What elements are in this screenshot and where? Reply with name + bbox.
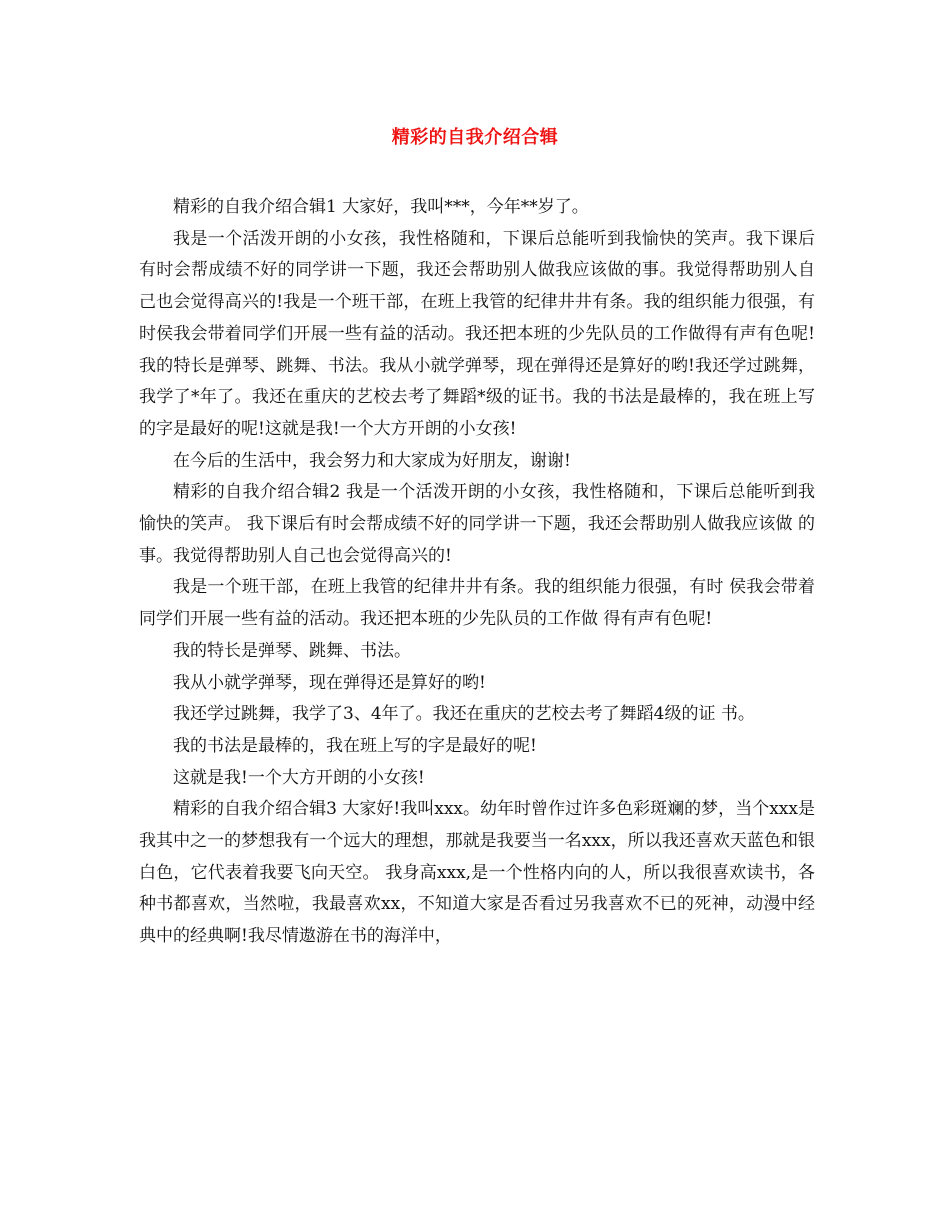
- document-body: [139, 192, 815, 953]
- document-title: 精彩的自我介绍合辑: [391, 127, 559, 148]
- paragraph: 我还学过跳舞，我学了3、4年了。我还在重庆的艺校去考了舞蹈4级的证 书。: [173, 704, 755, 725]
- paragraph: 精彩的自我介绍合辑2 我是一个活泼开朗的小女孩，我性格随和，下课后总能听到我愉快的笑声。 我下课后有时会帮成绩不好的同学讲一下题，我还会帮助别人做我应该做 的事。我觉得帮助别人自己也会觉得高兴的!: [139, 482, 815, 566]
- paragraph: 我是一个活泼开朗的小女孩，我性格随和，下课后总能听到我愉快的笑声。我下课后有时会帮成绩不好的同学讲一下题，我还会帮助别人做我应该做的事。我觉得帮助别人自己也会觉得高兴的!我是一个班干部，在班上我管的纪律井井有条。我的组织能力很强，有时侯我会带着同学们开展一些有益的活动。我还把本班的少先队员的工作做得有声有色呢!我的特长是弹琴、跳舞、书法。我从小就学弹琴，现在弹得还是算好的哟!我还学过跳舞，我学了*年了。我还在重庆的艺校去考了舞蹈*级的证书。我的书法是最棒的，我在班上写的字是最好的呢!这就是我!一个大方开朗的小女孩!: [139, 228, 815, 439]
- paragraph: 我的书法是最棒的，我在班上写的字是最好的呢!: [173, 735, 537, 756]
- paragraph: 这就是我!一个大方开朗的小女孩!: [173, 767, 425, 788]
- paragraph: 在今后的生活中，我会努力和大家成为好朋友，谢谢!: [173, 450, 571, 471]
- paragraph: 精彩的自我介绍合辑1 大家好，我叫***，今年**岁了。: [173, 197, 589, 217]
- paragraph: 我的特长是弹琴、跳舞、书法。: [173, 640, 411, 661]
- paragraph: 我从小就学弹琴，现在弹得还是算好的哟!: [173, 672, 486, 693]
- paragraph: 精彩的自我介绍合辑3 大家好!我叫xxx。幼年时曾作过许多色彩斑斓的梦，当个xxx是我其中之一的梦想我有一个远大的理想，那就是我要当一名xxx，所以我还喜欢天蓝色和银白色，它代表着我要飞向天空。 我身高xxx,是一个性格内向的人，所以我很喜欢读书，各种书都喜欢，当然啦，我最喜欢xx，不知道大家是否看过另我喜欢不已的死神，动漫中经典中的经典啊!我尽情遨游在书的海洋中，: [139, 799, 815, 947]
- paragraph: 我是一个班干部，在班上我管的纪律井井有条。我的组织能力很强，有时 侯我会带着同学们开展一些有益的活动。我还把本班的少先队员的工作做 得有声有色呢!: [139, 577, 815, 630]
